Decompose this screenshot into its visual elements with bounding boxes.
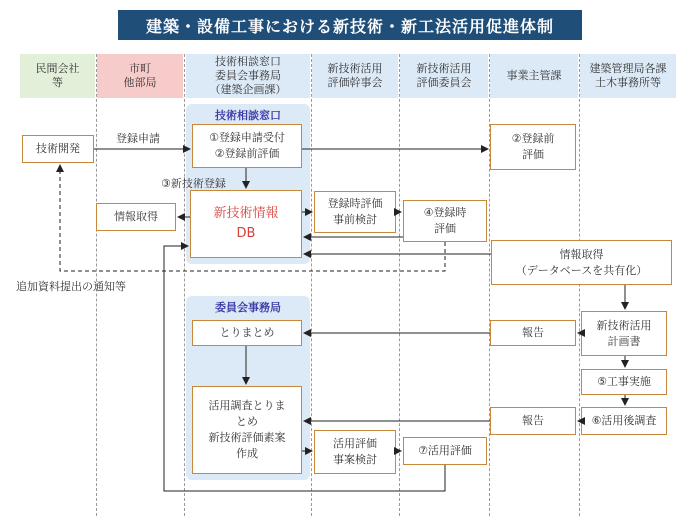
- lane-header-line: 新技術活用: [327, 62, 383, 75]
- box-text-line: とめ: [236, 415, 258, 428]
- lane-header-line: 等: [52, 76, 63, 89]
- box-text-line: 評価: [522, 148, 544, 161]
- box-text-line: 登録時評価: [327, 197, 383, 210]
- lane-header-line: 新技術活用: [416, 62, 472, 75]
- box-text-line: 報告: [522, 326, 544, 339]
- lane-header-line: （建築企画課）: [209, 83, 287, 96]
- label-registration-application: 登録申請: [116, 132, 160, 145]
- box-text-line: 事前検討: [333, 213, 377, 226]
- box-text-line: 活用評価: [333, 437, 377, 450]
- box-text-line: ②登録前評価: [214, 147, 280, 160]
- box-text-line: 新技術評価素案: [208, 431, 286, 444]
- box-text-line: 情報取得: [559, 247, 604, 261]
- box-text-line: とりまとめ: [219, 326, 275, 339]
- box-text-line: DB: [236, 226, 256, 241]
- arrow-notice-dashed: [60, 165, 445, 271]
- section-label-consultation: 技術相談窓口: [215, 109, 281, 122]
- lane-header-line: 他部局: [123, 76, 157, 89]
- box-text-line: 技術開発: [36, 142, 80, 155]
- box-text-line: ①登録申請受付: [209, 131, 285, 144]
- section-label-secretariat: 委員会事務局: [215, 301, 281, 314]
- box-text-line: 評価: [434, 222, 456, 235]
- box-text-line: 情報取得: [114, 210, 158, 223]
- lane-header-line: 評価幹事会: [327, 76, 383, 89]
- box-text-line: 計画書: [607, 334, 641, 348]
- box-text-line: ⑥活用後調査: [591, 414, 657, 427]
- lane-header-line: 民間会社: [35, 62, 80, 75]
- lane-header-line: 建築管理局各課: [589, 62, 667, 75]
- label-additional-material-notice: 追加資料提出の通知等: [16, 280, 126, 293]
- box-text-line: 事案検討: [333, 453, 377, 466]
- box-text-line: 活用調査とりま: [208, 399, 286, 412]
- box-text-line: ②登録前: [511, 132, 555, 145]
- box-text-line: （データベースを共有化）: [515, 263, 648, 277]
- lane-header-line: 事業主管課: [506, 69, 562, 82]
- lane-header-line: 委員会事務局: [215, 69, 281, 82]
- lane-header-line: 技術相談窓口: [215, 55, 281, 68]
- arrow-eval-back-to-db: [164, 246, 445, 491]
- diagram-title: 建築・設備工事における新技術・新工法活用促進体制: [118, 10, 582, 40]
- lane-header-line: 土木事務所等: [595, 76, 661, 89]
- box-text-line: ⑤工事実施: [597, 375, 651, 388]
- box-text-line: 作成: [236, 447, 258, 460]
- box-text-line: 新技術活用: [596, 318, 652, 332]
- lane-header-line: 評価委員会: [416, 76, 472, 89]
- box-text-line: 新技術情報: [213, 206, 279, 221]
- lane-header-line: 市町: [129, 62, 151, 75]
- box-text-line: ⑦活用評価: [418, 444, 472, 457]
- label-new-tech-registration: ③新技術登録: [161, 177, 226, 190]
- box-text-line: 報告: [522, 414, 544, 427]
- box-text-line: ④登録時: [423, 206, 467, 219]
